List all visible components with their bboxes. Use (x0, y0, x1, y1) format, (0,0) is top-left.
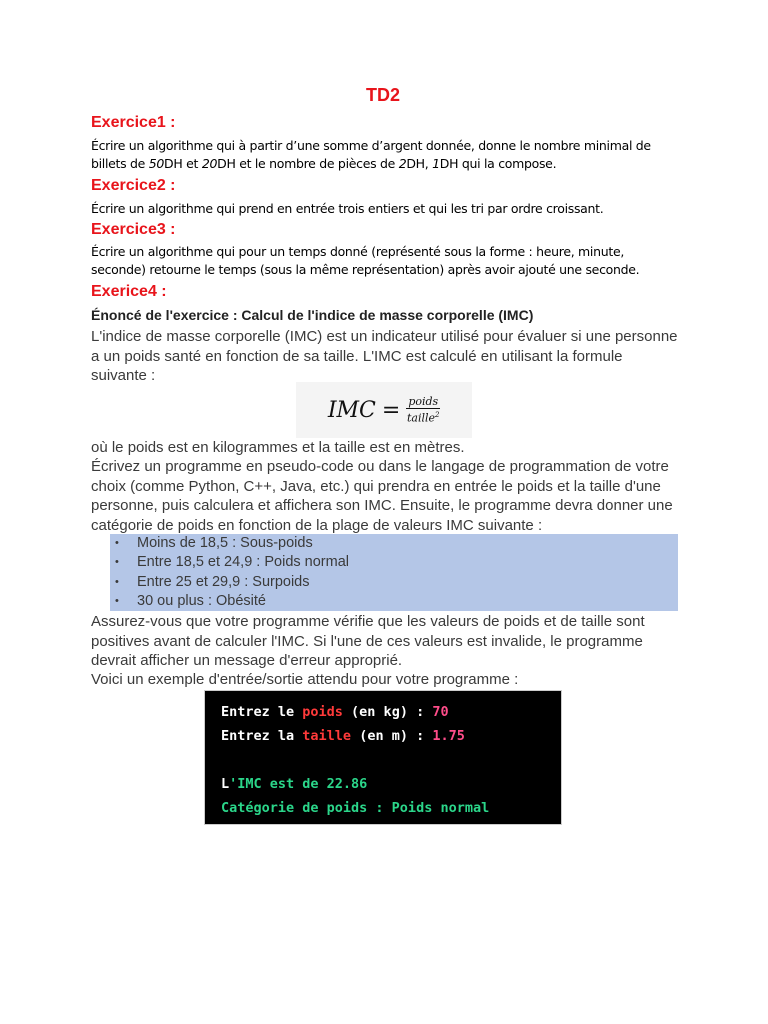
exercise4-statement-title: Énoncé de l'exercice : Calcul de l'indice de masse corporelle (IMC) (91, 307, 534, 323)
exercise1-text: Écrire un algorithme qui à partir d’une somme d’argent donnée, donne le nombre minimal de billets de 50DH et 20DH et le nombre de pièces de 2DH, 1DH qui la compose. (91, 138, 651, 171)
exercise2-heading: Exercice2 : (91, 177, 176, 194)
units-paragraph: où le poids est en kilogrammes et la taille est en mètres. (91, 439, 465, 456)
list-item: • Entre 18,5 et 24,9 : Poids normal (110, 553, 678, 572)
list-item: • Moins de 18,5 : Sous-poids (110, 534, 678, 553)
exercise3-text: Écrire un algorithme qui pour un temps donné (représenté sous la forme : heure, minute, seconde) retourne le temps (sous la même représentation) après avoir ajouté une seconde. (91, 244, 640, 277)
list-item: • Entre 25 et 29,9 : Surpoids (110, 573, 678, 592)
terminal-line-height: Entrez la taille (en m) : 1.75 (221, 728, 465, 744)
terminal-line-category: Catégorie de poids : Poids normal (221, 800, 490, 816)
imc-formula (296, 382, 472, 438)
example-intro-paragraph: Voici un exemple d'entrée/sortie attendu pour votre programme : (91, 671, 519, 688)
instructions-paragraph: Écrivez un programme en pseudo-code ou dans le langage de programmation de votre choix (comme Python, C++, Java, etc.) qui prendra en entrée le poids et la taille d'une personne, puis calculera et affichera son IMC. Ensuite, le programme devra donner une catégorie de poids en fonction de la plage de valeurs IMC suivante : (91, 458, 673, 534)
formula-lhs: IMC (327, 397, 376, 423)
bmi-category-list (110, 534, 678, 611)
imc-intro-paragraph: L'indice de masse corporelle (IMC) est un indicateur utilisé pour évaluer si une personne a un poids santé en fonction de sa taille. L'IMC est calculé en utilisant la formule suivante : (91, 328, 678, 384)
page-title: TD2 (365, 85, 400, 105)
formula-fraction (406, 396, 440, 425)
exercise1-heading: Exercice1 : (91, 114, 176, 131)
exercise4-heading: Exerice4 : (91, 283, 167, 300)
formula-denominator: taille$^2$ (406, 410, 440, 425)
exercise2-text: Écrire un algorithme qui prend en entrée trois entiers et qui les tri par ordre croissant. (91, 201, 604, 216)
exercise3-heading: Exercice3 : (91, 221, 176, 238)
terminal-example-output (204, 690, 562, 825)
list-item: • 30 ou plus : Obésité (110, 592, 678, 611)
terminal-line-weight: Entrez le poids (en kg) : 70 (221, 704, 449, 720)
formula-equals: = (381, 397, 401, 423)
formula-numerator: poids (408, 394, 439, 408)
terminal-line-imc: L'IMC est de 22.86 (221, 776, 368, 792)
validation-paragraph: Assurez-vous que votre programme vérifie que les valeurs de poids et de taille sont positives avant de calculer l'IMC. Si l'une de ces valeurs est invalide, le programme devrait afficher un message d'erreur approprié. (91, 613, 645, 669)
